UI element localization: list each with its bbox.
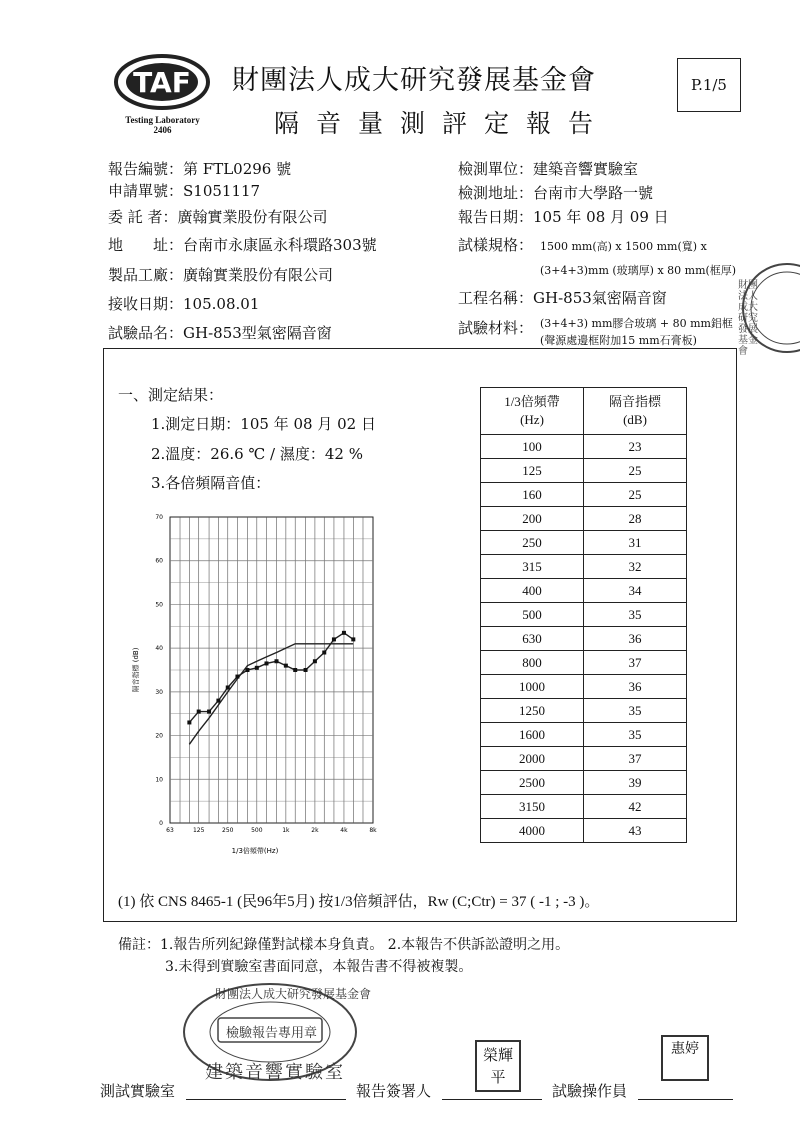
y-tick-label: 0: [159, 820, 163, 827]
logo-text: TAF: [133, 66, 191, 99]
data-point: [351, 637, 355, 641]
index-cell: 39: [584, 771, 687, 795]
index-cell: 23: [584, 435, 687, 459]
application-number: 申請單號：S1051117: [108, 182, 261, 200]
project-name: 工程名稱：GH-853氣密隔音窗: [458, 289, 667, 307]
frequency-cell: 400: [481, 579, 584, 603]
reference-curve: [189, 644, 353, 745]
data-point: [226, 685, 230, 689]
table-row: [481, 555, 687, 579]
frequency-cell: 1600: [481, 723, 584, 747]
measured-curve: [189, 633, 353, 723]
frequency-cell: 1000: [481, 675, 584, 699]
x-tick-label: 250: [222, 827, 234, 834]
y-axis-label: 隔音指標 (dB): [132, 647, 140, 693]
material-label: 試驗材料：: [458, 319, 534, 337]
table-row: [481, 603, 687, 627]
lab-label: Testing Laboratory 2406: [125, 115, 200, 135]
col-frequency-header: 1/3倍頻帶 (Hz): [481, 388, 584, 435]
table-row: [481, 459, 687, 483]
sample-spec-line1: 1500 mm(高) x 1500 mm(寬) x: [540, 240, 707, 253]
sig-line-signer: [442, 1098, 542, 1100]
sample-spec-line2: (3+4+3)mm (玻璃厚) x 80 mm(框厚): [540, 264, 737, 277]
data-point: [255, 666, 259, 670]
x-tick-label: 8k: [369, 827, 377, 834]
sig-label-lab: 測試實驗室: [100, 1082, 176, 1100]
index-cell: 42: [584, 795, 687, 819]
data-point: [264, 661, 268, 665]
data-point: [245, 668, 249, 672]
table-row: [481, 435, 687, 459]
y-tick-label: 70: [155, 514, 163, 521]
data-point: [304, 668, 308, 672]
frequency-cell: 800: [481, 651, 584, 675]
seal-center-text: 檢驗報告專用章: [226, 1026, 318, 1041]
data-point: [187, 720, 191, 724]
org-name: 財團法人成大研究發展基金會: [232, 65, 596, 96]
report-date: 報告日期：105 年 08 月 09 日: [458, 208, 669, 226]
received-date: 接收日期：105.08.01: [108, 295, 260, 313]
table-row: [481, 531, 687, 555]
frequency-cell: 630: [481, 627, 584, 651]
x-tick-label: 4k: [340, 827, 348, 834]
index-cell: 35: [584, 603, 687, 627]
sig-line-lab: [186, 1098, 346, 1100]
data-point: [216, 699, 220, 703]
data-point: [332, 637, 336, 641]
factory: 製品工廠：廣翰實業股份有限公司: [108, 266, 334, 284]
address: 地 址：台南市永康區永科環路303號: [108, 236, 377, 254]
index-cell: 32: [584, 555, 687, 579]
index-cell: 36: [584, 675, 687, 699]
x-axis-label: 1/3倍頻帶(Hz): [231, 847, 279, 855]
table-row: [481, 747, 687, 771]
remark-line-1: 備註：1.報告所列紀錄僅對試樣本身負責。 2.本報告不供訴訟證明之用。: [118, 937, 570, 953]
data-point: [322, 651, 326, 655]
y-tick-label: 30: [155, 688, 163, 696]
frequency-cell: 160: [481, 483, 584, 507]
frequency-cell: 125: [481, 459, 584, 483]
taf-logo: [110, 48, 215, 118]
test-unit: 檢測單位：建築音響實驗室: [458, 160, 639, 178]
temp-humidity: 2.溫度：26.6 ℃ / 濕度：42 %: [151, 445, 363, 463]
data-point: [293, 668, 297, 672]
table-row: [481, 579, 687, 603]
data-point: [275, 659, 279, 663]
x-tick-label: 63: [166, 827, 174, 834]
index-cell: 37: [584, 747, 687, 771]
sound-insulation-chart: [120, 505, 390, 860]
index-cell: 25: [584, 459, 687, 483]
signer-stamp: 榮輝 平: [475, 1040, 521, 1092]
frequency-cell: 315: [481, 555, 584, 579]
report-number: 報告編號：第 FTL0296 號: [108, 160, 292, 178]
frequency-cell: 100: [481, 435, 584, 459]
report-title: 隔音量測評定報告: [274, 109, 611, 138]
seal-ring-text: 財團法人成大研究發展基金會: [215, 987, 372, 1001]
index-cell: 37: [584, 651, 687, 675]
material-line2: (聲源處邊框附加15 mm石膏板): [540, 334, 697, 347]
frequency-cell: 2000: [481, 747, 584, 771]
page-number: P.1/5: [677, 58, 741, 112]
client: 委 託 者：廣翰實業股份有限公司: [108, 208, 328, 226]
x-tick-label: 500: [251, 827, 263, 834]
sig-label-operator: 試驗操作員: [552, 1082, 628, 1100]
y-tick-label: 40: [155, 645, 163, 653]
y-tick-label: 60: [155, 557, 163, 565]
test-item: 試驗品名：GH-853型氣密隔音窗: [108, 324, 332, 342]
operator-stamp: 惠婷: [661, 1035, 709, 1081]
x-tick-label: 1k: [282, 827, 290, 834]
index-cell: 34: [584, 579, 687, 603]
index-cell: 35: [584, 699, 687, 723]
frequency-table: [480, 387, 687, 843]
frequency-cell: 500: [481, 603, 584, 627]
index-cell: 25: [584, 483, 687, 507]
frequency-cell: 1250: [481, 699, 584, 723]
sig-label-signer: 報告簽署人: [356, 1082, 432, 1100]
y-tick-label: 10: [155, 776, 163, 784]
table-row: [481, 819, 687, 843]
x-tick-label: 125: [192, 827, 205, 834]
table-row: [481, 675, 687, 699]
table-row: [481, 651, 687, 675]
remark-line-2: 3.未得到實驗室書面同意，本報告書不得被複製。: [165, 959, 473, 975]
col-index-header: 隔音指標 (dB): [584, 388, 687, 435]
index-cell: 43: [584, 819, 687, 843]
test-address: 檢測地址：台南市大學路一號: [458, 184, 654, 202]
data-point: [207, 710, 211, 714]
y-tick-label: 20: [155, 732, 163, 740]
index-cell: 36: [584, 627, 687, 651]
y-tick-label: 50: [155, 601, 163, 609]
table-row: [481, 507, 687, 531]
data-point: [313, 659, 317, 663]
index-cell: 28: [584, 507, 687, 531]
index-cell: 31: [584, 531, 687, 555]
side-seal-text: 財團法人成大研究發展基金會: [738, 280, 758, 357]
table-row: [481, 723, 687, 747]
data-point: [342, 631, 346, 635]
octave-values-label: 3.各倍頻隔音值：: [151, 474, 271, 492]
frequency-cell: 200: [481, 507, 584, 531]
table-row: [481, 627, 687, 651]
data-point: [284, 664, 288, 668]
sample-spec-label: 試樣規格：: [458, 236, 534, 254]
evaluation-result: (1) 依 CNS 8465-1 (民96年5月) 按1/3倍頻評估，Rw (C;Ctr) = 37 ( -1 ; -3 )。: [118, 894, 600, 910]
side-seal: [725, 258, 800, 358]
test-date: 1.測定日期：105 年 08 月 02 日: [151, 415, 376, 433]
data-point: [235, 675, 239, 679]
table-row: [481, 699, 687, 723]
frequency-cell: 3150: [481, 795, 584, 819]
material-line1: (3+4+3) mm膠合玻璃 + 80 mm鋁框: [540, 317, 733, 330]
data-point: [197, 710, 201, 714]
index-cell: 35: [584, 723, 687, 747]
table-row: [481, 795, 687, 819]
frequency-cell: 2500: [481, 771, 584, 795]
frequency-cell: 250: [481, 531, 584, 555]
sig-line-operator: [638, 1098, 733, 1100]
table-row: [481, 483, 687, 507]
frequency-cell: 4000: [481, 819, 584, 843]
results-heading: 一、測定結果：: [118, 386, 224, 404]
seal-bottom-text: 建築音響實驗室: [205, 1062, 345, 1083]
table-row: [481, 771, 687, 795]
x-tick-label: 2k: [311, 827, 319, 834]
